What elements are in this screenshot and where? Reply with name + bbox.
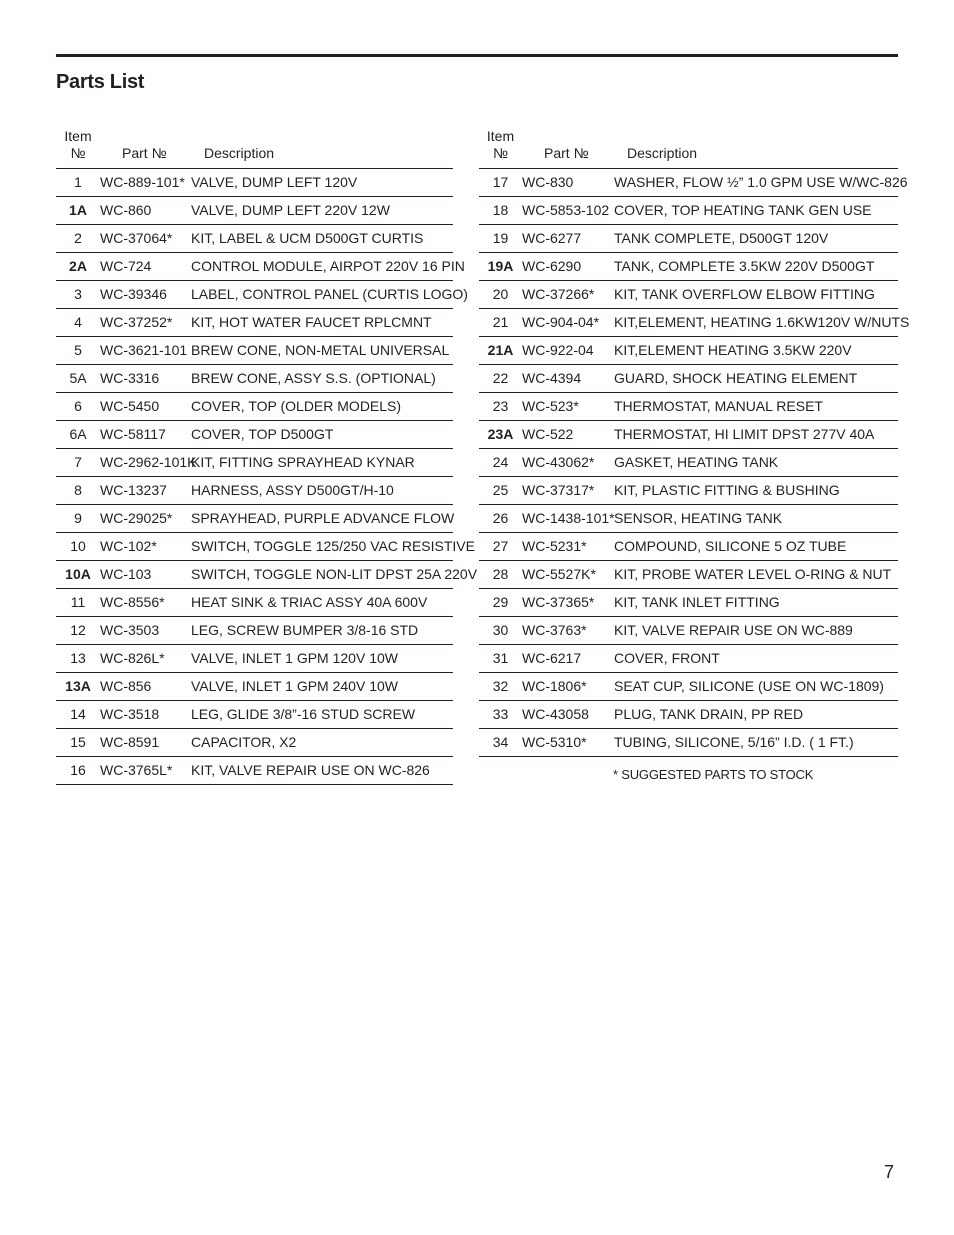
description-cell: WASHER, FLOW ½” 1.0 GPM USE W/WC-826 xyxy=(614,169,898,197)
description-cell: VALVE, INLET 1 GPM 240V 10W xyxy=(191,673,453,701)
top-rule xyxy=(56,54,898,57)
part-number-cell: WC-102* xyxy=(100,533,191,561)
table-row xyxy=(479,729,898,757)
table-row xyxy=(56,589,453,617)
table-row xyxy=(56,309,453,337)
item-number-cell: 10A xyxy=(56,561,100,589)
part-number-cell: WC-13237 xyxy=(100,477,191,505)
table-row xyxy=(56,253,453,281)
description-cell: LEG, SCREW BUMPER 3/8-16 STD xyxy=(191,617,453,645)
header-description: Description xyxy=(191,112,453,169)
item-number-cell: 14 xyxy=(56,701,100,729)
description-cell: CAPACITOR, X2 xyxy=(191,729,453,757)
part-number-cell: WC-8556* xyxy=(100,589,191,617)
description-cell: LEG, GLIDE 3/8”-16 STUD SCREW xyxy=(191,701,453,729)
item-number-cell: 7 xyxy=(56,449,100,477)
description-cell: GASKET, HEATING TANK xyxy=(614,449,898,477)
item-number-cell: 32 xyxy=(479,673,522,701)
table-row xyxy=(56,393,453,421)
description-cell: KIT, VALVE REPAIR USE ON WC-889 xyxy=(614,617,898,645)
item-number-cell: 25 xyxy=(479,477,522,505)
page-number: 7 xyxy=(884,1162,895,1182)
table-row xyxy=(479,645,898,673)
item-number-cell: 26 xyxy=(479,505,522,533)
part-number-cell: WC-3518 xyxy=(100,701,191,729)
table-row xyxy=(56,477,453,505)
table-row xyxy=(479,337,898,365)
item-number-cell: 24 xyxy=(479,449,522,477)
part-number-cell: WC-6277 xyxy=(522,225,614,253)
item-number-cell: 10 xyxy=(56,533,100,561)
item-number-cell: 6A xyxy=(56,421,100,449)
part-number-cell: WC-6290 xyxy=(522,253,614,281)
part-number-cell: WC-43058 xyxy=(522,701,614,729)
description-cell: PLUG, TANK DRAIN, PP RED xyxy=(614,701,898,729)
table-row xyxy=(479,253,898,281)
table-row xyxy=(479,169,898,197)
description-cell: VALVE, DUMP LEFT 120V xyxy=(191,169,453,197)
item-number-cell: 5A xyxy=(56,365,100,393)
item-number-cell: 13 xyxy=(56,645,100,673)
table-row xyxy=(479,533,898,561)
description-cell: THERMOSTAT, MANUAL RESET xyxy=(614,393,898,421)
part-number-cell: WC-860 xyxy=(100,197,191,225)
item-number-cell: 19A xyxy=(479,253,522,281)
table-row xyxy=(56,505,453,533)
table-row xyxy=(56,561,453,589)
item-number-cell: 20 xyxy=(479,281,522,309)
description-cell: SWITCH, TOGGLE 125/250 VAC RESISTIVE xyxy=(191,533,453,561)
table-row xyxy=(56,281,453,309)
item-number-cell: 13A xyxy=(56,673,100,701)
description-cell: TUBING, SILICONE, 5/16” I.D. ( 1 FT.) xyxy=(614,729,898,757)
table-row xyxy=(479,589,898,617)
part-number-cell: WC-37064* xyxy=(100,225,191,253)
part-number-cell: WC-8591 xyxy=(100,729,191,757)
part-number-cell: WC-5310* xyxy=(522,729,614,757)
part-number-cell: WC-3316 xyxy=(100,365,191,393)
part-number-cell: WC-5231* xyxy=(522,533,614,561)
table-header-row xyxy=(479,112,898,169)
part-number-cell: WC-889-101* xyxy=(100,169,191,197)
item-number-cell: 21 xyxy=(479,309,522,337)
item-number-cell: 2A xyxy=(56,253,100,281)
item-number-cell: 33 xyxy=(479,701,522,729)
part-number-cell: WC-39346 xyxy=(100,281,191,309)
item-number-cell: 3 xyxy=(56,281,100,309)
table-row xyxy=(479,309,898,337)
item-number-cell: 18 xyxy=(479,197,522,225)
description-cell: KIT, PROBE WATER LEVEL O-RING & NUT xyxy=(614,561,898,589)
part-number-cell: WC-856 xyxy=(100,673,191,701)
item-number-cell: 2 xyxy=(56,225,100,253)
description-cell: THERMOSTAT, HI LIMIT DPST 277V 40A xyxy=(614,421,898,449)
table-row xyxy=(479,365,898,393)
header-description: Description xyxy=(614,112,898,169)
header-part: Part № xyxy=(100,112,191,169)
item-number-cell: 21A xyxy=(479,337,522,365)
parts-table-left-body xyxy=(56,169,478,785)
part-number-cell: WC-904-04* xyxy=(522,309,614,337)
part-number-cell: WC-3765L* xyxy=(100,757,191,785)
description-cell: TANK, COMPLETE 3.5KW 220V D500GT xyxy=(614,253,898,281)
description-cell: GUARD, SHOCK HEATING ELEMENT xyxy=(614,365,898,393)
part-number-cell: WC-43062* xyxy=(522,449,614,477)
part-number-cell: WC-830 xyxy=(522,169,614,197)
item-number-cell: 29 xyxy=(479,589,522,617)
table-row xyxy=(479,673,898,701)
description-cell: COVER, TOP HEATING TANK GEN USE xyxy=(614,197,898,225)
part-number-cell: WC-58117 xyxy=(100,421,191,449)
part-number-cell: WC-523* xyxy=(522,393,614,421)
description-cell: KIT,ELEMENT, HEATING 1.6KW120V W/NUTS xyxy=(614,309,898,337)
description-cell: VALVE, INLET 1 GPM 120V 10W xyxy=(191,645,453,673)
item-number-cell: 23 xyxy=(479,393,522,421)
part-number-cell: WC-4394 xyxy=(522,365,614,393)
table-row xyxy=(479,393,898,421)
item-number-cell: 30 xyxy=(479,617,522,645)
part-number-cell: WC-826L* xyxy=(100,645,191,673)
part-number-cell: WC-724 xyxy=(100,253,191,281)
description-cell: BREW CONE, NON-METAL UNIVERSAL xyxy=(191,337,453,365)
table-row xyxy=(479,449,898,477)
item-number-cell: 22 xyxy=(479,365,522,393)
table-row xyxy=(56,533,453,561)
description-cell: LABEL, CONTROL PANEL (CURTIS LOGO) xyxy=(191,281,453,309)
header-item: Item № xyxy=(479,112,522,169)
item-number-cell: 16 xyxy=(56,757,100,785)
table-row xyxy=(56,701,453,729)
part-number-cell: WC-37252* xyxy=(100,309,191,337)
description-cell: HARNESS, ASSY D500GT/H-10 xyxy=(191,477,453,505)
table-row xyxy=(56,729,453,757)
description-cell: COVER, TOP D500GT xyxy=(191,421,453,449)
description-cell: KIT,ELEMENT HEATING 3.5KW 220V xyxy=(614,337,898,365)
description-cell: BREW CONE, ASSY S.S. (OPTIONAL) xyxy=(191,365,453,393)
part-number-cell: WC-1438-101* xyxy=(522,505,614,533)
item-number-cell: 17 xyxy=(479,169,522,197)
item-number-cell: 1A xyxy=(56,197,100,225)
header-item: Item № xyxy=(56,112,100,169)
table-row xyxy=(56,365,453,393)
description-cell: KIT, VALVE REPAIR USE ON WC-826 xyxy=(191,757,453,785)
item-number-cell: 8 xyxy=(56,477,100,505)
part-number-cell: WC-29025* xyxy=(100,505,191,533)
table-row xyxy=(479,225,898,253)
table-row xyxy=(479,617,898,645)
part-number-cell: WC-3763* xyxy=(522,617,614,645)
item-number-cell: 27 xyxy=(479,533,522,561)
table-row xyxy=(56,449,453,477)
description-cell: COVER, TOP (OLDER MODELS) xyxy=(191,393,453,421)
table-row xyxy=(56,617,453,645)
description-cell: TANK COMPLETE, D500GT 120V xyxy=(614,225,898,253)
description-cell: HEAT SINK & TRIAC ASSY 40A 600V xyxy=(191,589,453,617)
table-row xyxy=(56,225,453,253)
description-cell: SENSOR, HEATING TANK xyxy=(614,505,898,533)
description-cell: CONTROL MODULE, AIRPOT 220V 16 PIN xyxy=(191,253,453,281)
description-cell: SPRAYHEAD, PURPLE ADVANCE FLOW xyxy=(191,505,453,533)
table-row xyxy=(56,197,453,225)
table-header-row xyxy=(56,112,453,169)
table-row xyxy=(56,337,453,365)
part-number-cell: WC-2962-101K xyxy=(100,449,191,477)
item-number-cell: 11 xyxy=(56,589,100,617)
item-number-cell: 15 xyxy=(56,729,100,757)
part-number-cell: WC-37365* xyxy=(522,589,614,617)
table-row xyxy=(56,673,453,701)
item-number-cell: 12 xyxy=(56,617,100,645)
table-row xyxy=(479,561,898,589)
parts-table-left xyxy=(56,112,478,785)
item-number-cell: 5 xyxy=(56,337,100,365)
description-cell: COMPOUND, SILICONE 5 OZ TUBE xyxy=(614,533,898,561)
item-number-cell: 19 xyxy=(479,225,522,253)
description-cell: KIT, HOT WATER FAUCET RPLCMNT xyxy=(191,309,453,337)
description-cell: COVER, FRONT xyxy=(614,645,898,673)
item-number-cell: 23A xyxy=(479,421,522,449)
table-row xyxy=(479,701,898,729)
description-cell: VALVE, DUMP LEFT 220V 12W xyxy=(191,197,453,225)
table-row xyxy=(56,757,453,785)
suggested-parts-note: * SUGGESTED PARTS TO STOCK xyxy=(613,767,814,782)
item-number-cell: 1 xyxy=(56,169,100,197)
table-row xyxy=(479,505,898,533)
description-cell: SWITCH, TOGGLE NON-LIT DPST 25A 220V xyxy=(191,561,453,589)
part-number-cell: WC-1806* xyxy=(522,673,614,701)
description-cell: KIT, TANK OVERFLOW ELBOW FITTING xyxy=(614,281,898,309)
item-number-cell: 31 xyxy=(479,645,522,673)
table-row xyxy=(56,645,453,673)
table-row xyxy=(479,477,898,505)
part-number-cell: WC-5450 xyxy=(100,393,191,421)
part-number-cell: WC-3503 xyxy=(100,617,191,645)
item-number-cell: 28 xyxy=(479,561,522,589)
description-cell: SEAT CUP, SILICONE (USE ON WC-1809) xyxy=(614,673,898,701)
page-title: Parts List xyxy=(56,71,145,93)
part-number-cell: WC-37266* xyxy=(522,281,614,309)
header-part: Part № xyxy=(522,112,614,169)
description-cell: KIT, FITTING SPRAYHEAD KYNAR xyxy=(191,449,453,477)
part-number-cell: WC-6217 xyxy=(522,645,614,673)
table-row xyxy=(479,197,898,225)
item-number-cell: 4 xyxy=(56,309,100,337)
part-number-cell: WC-37317* xyxy=(522,477,614,505)
parts-table-right xyxy=(479,112,910,757)
parts-table-right-body xyxy=(479,169,910,757)
description-cell: KIT, LABEL & UCM D500GT CURTIS xyxy=(191,225,453,253)
table-row xyxy=(479,421,898,449)
description-cell: KIT, TANK INLET FITTING xyxy=(614,589,898,617)
part-number-cell: WC-5527K* xyxy=(522,561,614,589)
part-number-cell: WC-3621-101 xyxy=(100,337,191,365)
part-number-cell: WC-5853-102 xyxy=(522,197,614,225)
description-cell: KIT, PLASTIC FITTING & BUSHING xyxy=(614,477,898,505)
table-row xyxy=(56,169,453,197)
part-number-cell: WC-103 xyxy=(100,561,191,589)
table-row xyxy=(56,421,453,449)
part-number-cell: WC-522 xyxy=(522,421,614,449)
item-number-cell: 9 xyxy=(56,505,100,533)
table-row xyxy=(479,281,898,309)
item-number-cell: 34 xyxy=(479,729,522,757)
part-number-cell: WC-922-04 xyxy=(522,337,614,365)
item-number-cell: 6 xyxy=(56,393,100,421)
